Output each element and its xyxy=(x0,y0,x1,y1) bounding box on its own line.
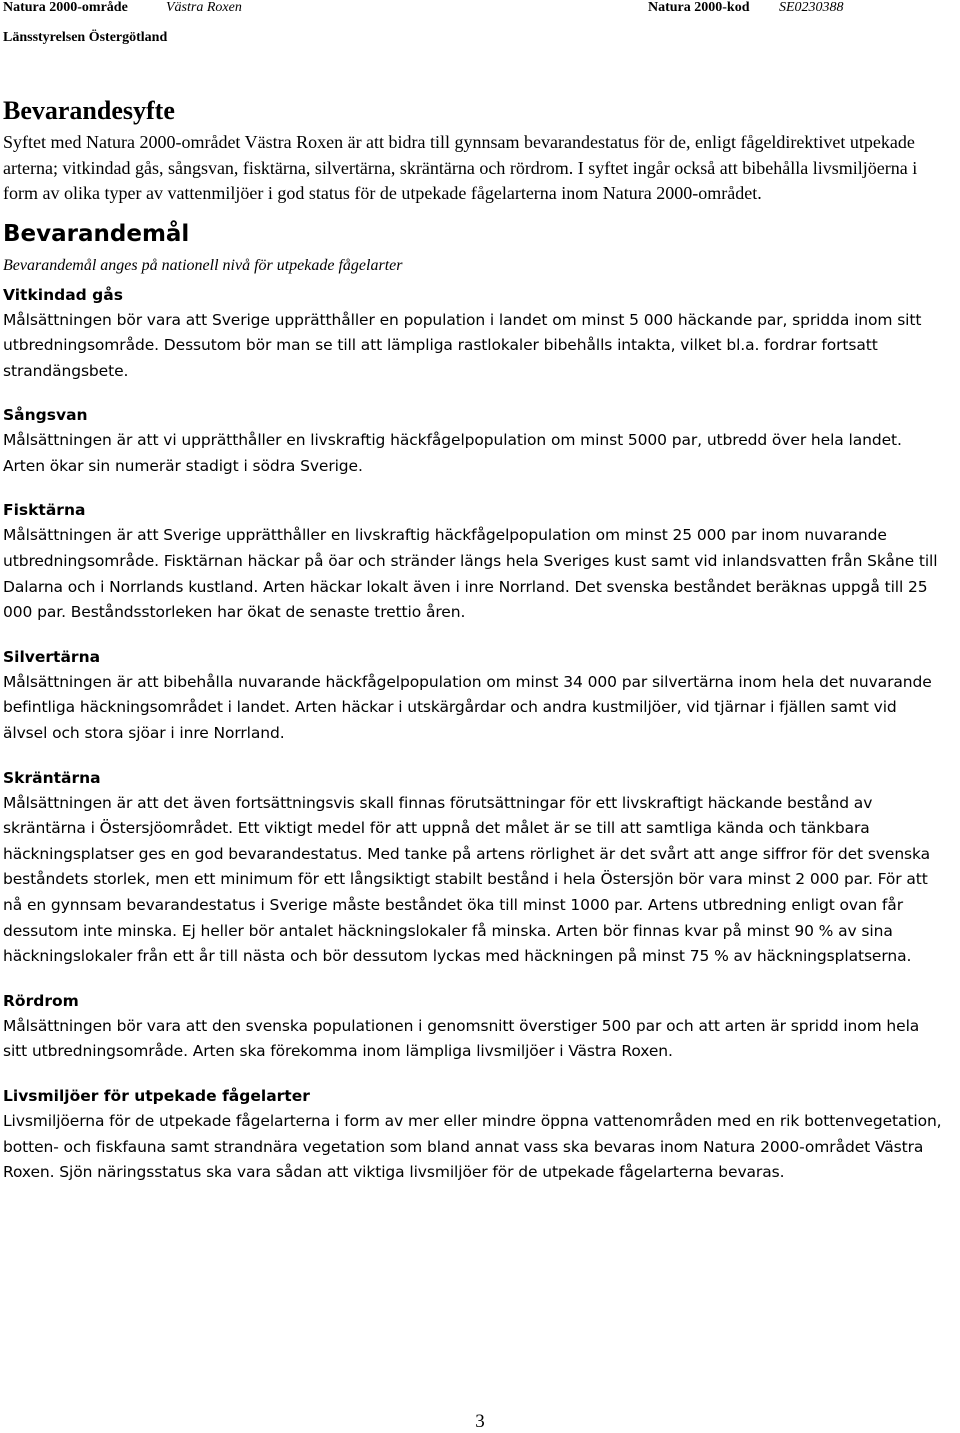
species-section-fisktarna xyxy=(3,498,943,625)
area-name: Västra Roxen xyxy=(166,0,242,15)
goals-heading: Bevarandemål xyxy=(3,220,190,247)
page-header xyxy=(0,0,960,60)
species-heading: Silvertärna xyxy=(3,647,101,666)
goals-intro: Bevarandemål anges på nationell nivå för utpekade fågelarter xyxy=(3,256,403,274)
purpose-section xyxy=(3,96,943,207)
species-paragraph: Målsättningen bör vara att den svenska populationen i genomsnitt överstiger 500 par och att arten är spridd inom hela sitt utbredningsområde. Arten ska förekomma inom lämpliga livsmiljöer i Västra Roxen. xyxy=(3,1016,920,1061)
habitat-section xyxy=(3,1084,943,1186)
purpose-paragraph: Syftet med Natura 2000-området Västra Roxen är att bidra till gynnsam bevarandestatus för de, enligt fågeldirektivet utpekade arterna; vitkindad gås, sångsvan, fisktärna, silvertärna, skräntärna och rördrom. I syftet ingår också att bibehålla livsmiljöerna i form av olika typer av vattenmiljöer i god status för de utpekade fågelarterna inom Natura 2000-området. xyxy=(3,132,918,203)
species-paragraph: Målsättningen är att vi upprätthåller en livskraftig häckfågelpopulation om minst 5000 par, utbredd över hela landet. Arten ökar sin numerär stadigt i södra Sverige. xyxy=(3,431,902,475)
species-section-rordrom xyxy=(3,989,943,1065)
species-section-skrantarna xyxy=(3,766,943,970)
goals-section xyxy=(3,219,943,1186)
species-heading: Sångsvan xyxy=(3,406,88,425)
species-heading: Skräntärna xyxy=(3,768,101,787)
species-heading: Fisktärna xyxy=(3,501,86,520)
species-heading: Vitkindad gås xyxy=(3,285,123,304)
page-number: 3 xyxy=(475,1411,485,1432)
species-heading: Rördrom xyxy=(3,991,79,1010)
area-label: Natura 2000-område xyxy=(3,0,128,15)
code-label: Natura 2000-kod xyxy=(648,0,750,15)
authority-name: Länsstyrelsen Östergötland xyxy=(3,30,168,45)
species-section-silvertarna xyxy=(3,645,943,747)
code-value: SE0230388 xyxy=(779,0,844,15)
habitat-heading: Livsmiljöer för utpekade fågelarter xyxy=(3,1086,310,1105)
species-paragraph: Målsättningen bör vara att Sverige upprätthåller en population i landet om minst 5 000 häckande par, spridda inom sitt utbredningsområde. Dessutom bör man se till att lämpliga rastlokaler bibehålls intakta, vilket bl.a. fordrar fortsatt strandängsbete. xyxy=(3,310,922,380)
species-paragraph: Målsättningen är att det även fortsättningsvis skall finnas förutsättningar för ett livskraftigt häckande bestånd av skräntärna i Östersjöområdet. Ett viktigt medel för att uppnå det målet är se till att samtliga kända och tänkbara häckningsplatser ges en god bevarandestatus. Med tanke på artens rörlighet är det svårt att ange siffror för det svenska beståndets storlek, men ett minimum för ett långsiktigt stabilt bestånd i hela Östersjön bör vara minst 2 000 par. För att nå en gynnsam bevarandestatus i Sverige måste beståndet öka till minst 1000 par. Artens utbredning enligt ovan får dessutom inte minska. Ej heller bör antalet häckningslokaler få minska. Arten bör finnas kvar på minst 90 % av sina häckningslokaler från ett år till nästa och bör dessutom lyckas med häckningen på minst 75 % av häckningsplatserna. xyxy=(3,793,931,966)
document-body xyxy=(3,96,943,1186)
habitat-paragraph: Livsmiljöerna för de utpekade fågelarterna i form av mer eller mindre öppna vattenområden med en rik bottenvegetation, botten- och fiskfauna samt strandnära vegetation som bland annat vass ska bevaras inom Natura 2000-området Västra Roxen. Sjön näringsstatus ska vara sådan att viktiga livsmiljöer för de utpekade fågelarterna bevaras. xyxy=(3,1111,942,1182)
species-section-sangsvan xyxy=(3,403,943,479)
purpose-heading: Bevarandesyfte xyxy=(3,96,175,125)
species-paragraph: Målsättningen är att bibehålla nuvarande häckfågelpopulation om minst 34 000 par silvertärna inom hela det nuvarande befintliga häckningsområdet i landet. Arten häckar i utskärgårdar och andra kustmiljöer, vid tjärnar i fjällen samt vid älvsel och stora sjöar i inre Norrland. xyxy=(3,672,932,743)
species-paragraph: Målsättningen är att Sverige upprätthåller en livskraftig häckfågelpopulation om minst 25 000 par inom nuvarande utbredningsområde. Fisktärnan häckar på öar och stränder längs hela Sveriges kust samt vid inlandsvatten från Skåne till Dalarna och i Norrlands kustland. Arten häckar lokalt även i inre Norrland. Det svenska beståndet beräknas uppgå till 25 000 par. Beståndsstorleken har ökat de senaste trettio åren. xyxy=(3,526,938,622)
species-section-vitkindad-gas xyxy=(3,283,943,385)
